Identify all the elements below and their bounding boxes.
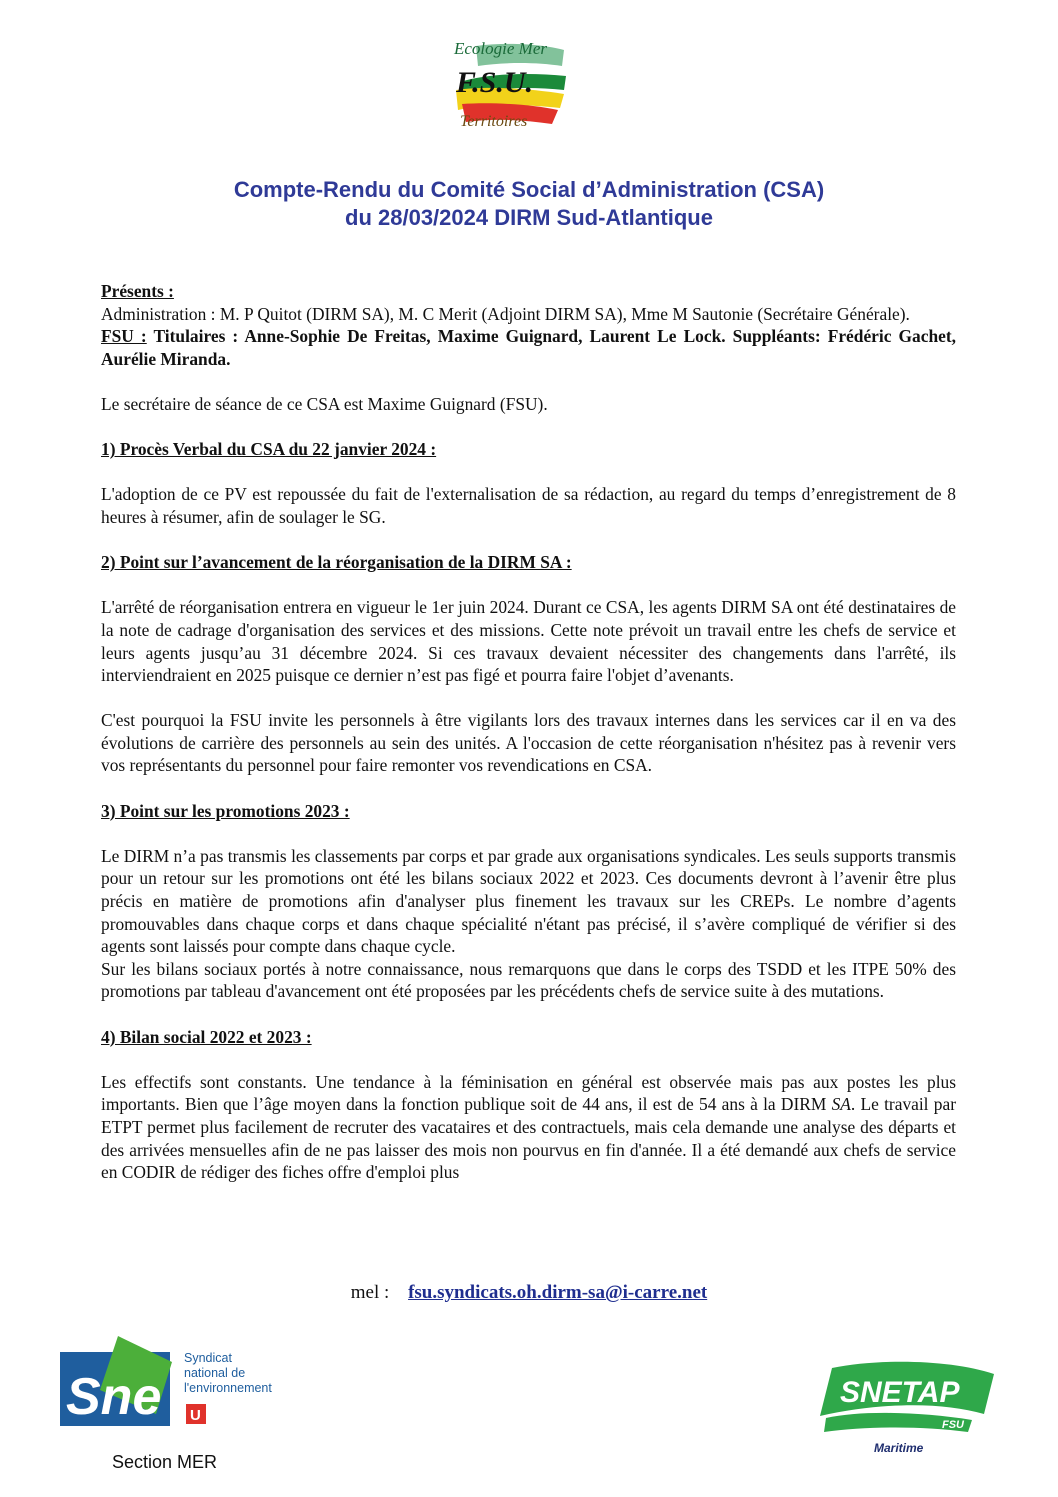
fsu-members: Titulaires : Anne-Sophie De Freitas, Maxime Guignard, Laurent Le Lock. Suppléants: Frédéric Gachet, Aurélie Miranda. [101, 326, 956, 369]
section-1-heading: 1) Procès Verbal du CSA du 22 janvier 2024 : [101, 439, 437, 460]
section-mer-label: Section MER [112, 1452, 218, 1472]
fsu-logo-line3: Territoires [460, 113, 528, 130]
sne-logo [60, 1336, 280, 1436]
fsu-logo-graphic [446, 26, 576, 132]
section-3-paragraph-1: Le DIRM n’a pas transmis les classements par corps et par grade aux organisations syndicales. Les seuls supports transmis pour un retour sur les promotions ont été les bilans sociaux 2022 et 2023. Ces documents devront à l’avenir être plus précis en matière de promotions afin d'analyser plus finement les travaux sur les CREPs. Le nombre d’agents promouvables dans chaque corps et dans chaque spécialité n'étant pas précisé, il s’avère compliqué de vérifier si des agents sont laissés pour compte dans chaque cycle. [101, 845, 956, 957]
section-2-paragraph-2: C'est pourquoi la FSU invite les personnels à être vigilants lors des travaux internes dans les services car il en va des évolutions de carrière des personnels au sein des unités. A l'occasion de cette réorganisation n'hésitez pas à revenir vers vos représentants du personnel pour faire remonter vos revendications en CSA. [101, 710, 956, 776]
snetap-logo-graphic [812, 1358, 998, 1460]
fsu-logo-line2: F.S.U. [456, 66, 533, 99]
fsu-logo-line1: Ecologie Mer [454, 39, 547, 58]
presents-fsu [101, 325, 956, 370]
snetap-logo [812, 1358, 998, 1460]
mail-label: mel : [350, 1282, 390, 1303]
section-4-heading: 4) Bilan social 2022 et 2023 : [101, 1026, 312, 1047]
fsu-logo [446, 26, 576, 132]
sne-logo-line3: l'environnement [184, 1381, 272, 1395]
section-2-paragraph-1: L'arrêté de réorganisation entrera en vigueur le 1er juin 2024. Durant ce CSA, les agents DIRM SA ont été destinataires de la note de cadrage d'organisation des services et des missions. Cette note prévoit un travail entre les chefs de service et leurs agents jusqu’au 31 décembre 2024. Si ces travaux devaient nécessiter des changements dans l'arrêté, ils interviendraient en 2025 puisque ce dernier n’est pas figé et pourra faire l'objet d’avenants. [101, 597, 956, 686]
section-4-text-b: . Le travail par ETPT permet plus facilement de recruter des vacataires et des contractuels, mais cela demande une analyse des départs et des arrivées mensuelles afin de ne pas laisser des mois non pourvus en fin d'année. Il a été demandé aux chefs de service en CODIR de rédiger des fiches offre d'emploi plus [101, 1094, 956, 1183]
snetap-logo-mark: SNETAP [840, 1376, 960, 1409]
section-3-heading: 3) Point sur les promotions 2023 : [101, 800, 350, 821]
section-1-paragraph-1: L'adoption de ce PV est repoussée du fait de l'externalisation de sa rédaction, au regard du temps d’enregistrement de 8 heures à résumer, afin de soulager le SG. [101, 484, 956, 527]
mail-address-link[interactable]: fsu.syndicats.oh.dirm-sa@i-carre.net [408, 1282, 708, 1303]
section-4-paragraph-1 [101, 1071, 956, 1184]
document-title [80, 176, 978, 232]
document-body [101, 280, 956, 1184]
mail-line [0, 1282, 1058, 1304]
fsu-label: FSU : [101, 326, 147, 347]
secretaire-seance: Le secrétaire de séance de ce CSA est Maxime Guignard (FSU). [101, 393, 548, 414]
presents-administration: Administration : M. P Quitot (DIRM SA), M. C Merit (Adjoint DIRM SA), Mme M Sautonie (Secrétaire Générale). [101, 303, 910, 324]
section-4-text-a: Les effectifs sont constants. Une tendance à la féminisation en général est observée mais pas aux postes les plus importants. Bien que l’âge moyen dans la fonction publique soit de 44 ans, il est de 54 ans à la DIRM [101, 1071, 956, 1115]
presents-label: Présents : [101, 281, 174, 301]
sne-logo-mark: Sne [66, 1368, 162, 1426]
sne-logo-line1: Syndicat [184, 1351, 232, 1365]
section-3-paragraph-2: Sur les bilans sociaux portés à notre connaissance, nous remarquons que dans le corps des TSDD et les ITPE 50% des promotions par tableau d'avancement ont été proposées par les précédents chefs de service suite à des mutations. [101, 958, 956, 1002]
snetap-logo-bottom: Maritime [874, 1441, 924, 1455]
section-4-italic: SA [831, 1094, 851, 1115]
title-line-2: du 28/03/2024 DIRM Sud-Atlantique [345, 205, 713, 230]
sne-logo-graphic [60, 1336, 280, 1436]
sne-logo-badge: U [190, 1407, 201, 1424]
snetap-logo-sub: FSU [942, 1419, 964, 1431]
section-2-heading: 2) Point sur l’avancement de la réorganisation de la DIRM SA : [101, 552, 572, 573]
title-line-1: Compte-Rendu du Comité Social d’Administration (CSA) [233, 177, 825, 202]
sne-logo-line2: national de [184, 1366, 246, 1380]
